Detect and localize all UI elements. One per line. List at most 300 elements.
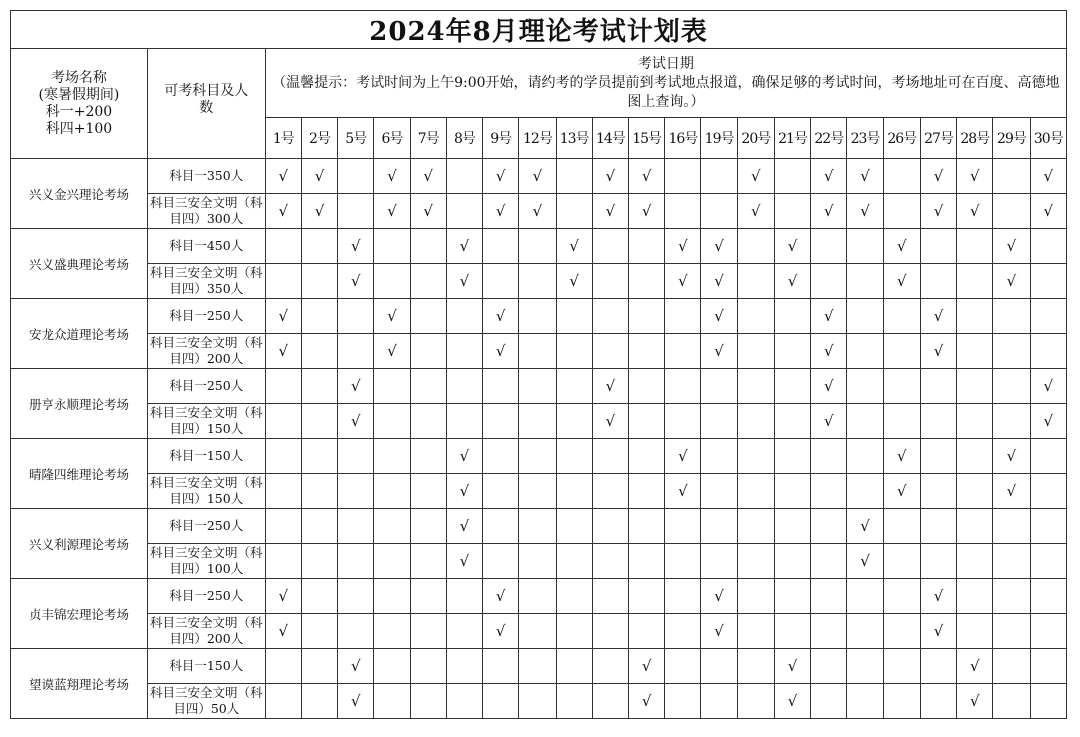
empty-day-cell	[265, 649, 301, 684]
empty-day-cell	[665, 334, 701, 369]
empty-day-cell	[483, 684, 519, 719]
empty-day-cell	[883, 684, 920, 719]
venue-column-header	[11, 49, 148, 159]
venue-name: 安龙众道理论考场	[11, 299, 148, 369]
empty-day-cell	[701, 194, 737, 229]
exam-day-check: √	[993, 439, 1030, 474]
empty-day-cell	[374, 649, 410, 684]
empty-day-cell	[338, 334, 374, 369]
day-header-cell: 14号	[592, 118, 628, 159]
empty-day-cell	[665, 684, 701, 719]
exam-day-check: √	[483, 334, 519, 369]
venue-header-line: 科四+100	[45, 120, 113, 137]
exam-day-check: √	[483, 579, 519, 614]
subject-cell: 科目三安全文明（科目四）150人	[147, 474, 265, 509]
empty-day-cell	[957, 264, 993, 299]
subject-cell: 科目一150人	[147, 649, 265, 684]
empty-day-cell	[410, 509, 446, 544]
empty-day-cell	[665, 404, 701, 439]
exam-day-check: √	[1030, 369, 1066, 404]
empty-day-cell	[483, 369, 519, 404]
empty-day-cell	[629, 544, 665, 579]
exam-day-check: √	[920, 194, 956, 229]
empty-day-cell	[301, 544, 337, 579]
empty-day-cell	[374, 229, 410, 264]
empty-day-cell	[883, 194, 920, 229]
exam-day-check: √	[301, 159, 337, 194]
exam-day-check: √	[629, 684, 665, 719]
empty-day-cell	[1030, 264, 1066, 299]
empty-day-cell	[993, 649, 1030, 684]
empty-day-cell	[265, 684, 301, 719]
empty-day-cell	[265, 544, 301, 579]
empty-day-cell	[701, 404, 737, 439]
empty-day-cell	[883, 614, 920, 649]
empty-day-cell	[920, 649, 956, 684]
exam-day-check: √	[920, 334, 956, 369]
empty-day-cell	[811, 439, 847, 474]
empty-day-cell	[556, 439, 592, 474]
table-row	[11, 264, 1067, 299]
empty-day-cell	[410, 474, 446, 509]
day-header-cell: 30号	[1030, 118, 1066, 159]
exam-day-check: √	[774, 264, 810, 299]
empty-day-cell	[993, 404, 1030, 439]
empty-day-cell	[957, 474, 993, 509]
table-row	[11, 649, 1067, 684]
exam-day-check: √	[665, 474, 701, 509]
empty-day-cell	[556, 404, 592, 439]
empty-day-cell	[410, 334, 446, 369]
exam-day-check: √	[957, 684, 993, 719]
empty-day-cell	[920, 684, 956, 719]
empty-day-cell	[519, 439, 556, 474]
empty-day-cell	[519, 369, 556, 404]
venue-name: 晴隆四维理论考场	[11, 439, 148, 509]
empty-day-cell	[993, 579, 1030, 614]
empty-day-cell	[847, 264, 883, 299]
empty-day-cell	[629, 229, 665, 264]
table-row	[11, 334, 1067, 369]
exam-day-check: √	[338, 369, 374, 404]
day-header-cell: 15号	[629, 118, 665, 159]
exam-day-check: √	[338, 684, 374, 719]
empty-day-cell	[483, 544, 519, 579]
day-header-cell: 7号	[410, 118, 446, 159]
empty-day-cell	[519, 474, 556, 509]
exam-day-check: √	[957, 649, 993, 684]
exam-day-check: √	[737, 194, 774, 229]
empty-day-cell	[446, 369, 482, 404]
empty-day-cell	[883, 649, 920, 684]
empty-day-cell	[629, 264, 665, 299]
empty-day-cell	[957, 299, 993, 334]
exam-day-check: √	[374, 194, 410, 229]
table-row	[11, 229, 1067, 264]
empty-day-cell	[338, 614, 374, 649]
empty-day-cell	[265, 229, 301, 264]
empty-day-cell	[410, 299, 446, 334]
exam-day-check: √	[993, 229, 1030, 264]
empty-day-cell	[410, 649, 446, 684]
day-header-cell: 16号	[665, 118, 701, 159]
empty-day-cell	[629, 579, 665, 614]
empty-day-cell	[338, 299, 374, 334]
exam-day-check: √	[701, 229, 737, 264]
empty-day-cell	[811, 229, 847, 264]
exam-day-check: √	[301, 194, 337, 229]
empty-day-cell	[338, 544, 374, 579]
empty-day-cell	[993, 509, 1030, 544]
empty-day-cell	[957, 334, 993, 369]
empty-day-cell	[1030, 579, 1066, 614]
empty-day-cell	[556, 684, 592, 719]
empty-day-cell	[774, 439, 810, 474]
empty-day-cell	[774, 544, 810, 579]
empty-day-cell	[446, 614, 482, 649]
empty-day-cell	[993, 544, 1030, 579]
empty-day-cell	[265, 439, 301, 474]
subject-cell: 科目三安全文明（科目四）50人	[147, 684, 265, 719]
exam-day-check: √	[265, 614, 301, 649]
empty-day-cell	[446, 334, 482, 369]
subject-cell: 科目一250人	[147, 369, 265, 404]
exam-day-check: √	[847, 194, 883, 229]
venue-name: 贞丰锦宏理论考场	[11, 579, 148, 649]
empty-day-cell	[665, 544, 701, 579]
exam-day-check: √	[374, 299, 410, 334]
empty-day-cell	[1030, 474, 1066, 509]
subject-cell: 科目一150人	[147, 439, 265, 474]
exam-day-check: √	[265, 579, 301, 614]
empty-day-cell	[883, 544, 920, 579]
empty-day-cell	[483, 229, 519, 264]
table-row	[11, 579, 1067, 614]
exam-day-check: √	[957, 194, 993, 229]
empty-day-cell	[556, 614, 592, 649]
empty-day-cell	[1030, 544, 1066, 579]
empty-day-cell	[701, 369, 737, 404]
exam-day-check: √	[993, 264, 1030, 299]
empty-day-cell	[993, 684, 1030, 719]
empty-day-cell	[774, 474, 810, 509]
empty-day-cell	[737, 229, 774, 264]
empty-day-cell	[446, 159, 482, 194]
empty-day-cell	[338, 159, 374, 194]
exam-day-check: √	[847, 544, 883, 579]
table-row	[11, 194, 1067, 229]
empty-day-cell	[847, 579, 883, 614]
exam-day-check: √	[701, 299, 737, 334]
subject-cell: 科目三安全文明（科目四）150人	[147, 404, 265, 439]
empty-day-cell	[265, 264, 301, 299]
empty-day-cell	[446, 684, 482, 719]
subject-header-line: 数	[199, 100, 214, 116]
empty-day-cell	[374, 579, 410, 614]
empty-day-cell	[737, 474, 774, 509]
exam-day-check: √	[446, 439, 482, 474]
empty-day-cell	[592, 439, 628, 474]
empty-day-cell	[483, 404, 519, 439]
empty-day-cell	[519, 334, 556, 369]
empty-day-cell	[957, 439, 993, 474]
empty-day-cell	[301, 474, 337, 509]
empty-day-cell	[592, 474, 628, 509]
empty-day-cell	[737, 369, 774, 404]
empty-day-cell	[629, 474, 665, 509]
day-header-cell: 23号	[847, 118, 883, 159]
exam-day-check: √	[410, 159, 446, 194]
subject-cell: 科目一250人	[147, 299, 265, 334]
empty-day-cell	[847, 649, 883, 684]
empty-day-cell	[811, 509, 847, 544]
venue-name: 望谟蓝翔理论考场	[11, 649, 148, 719]
exam-day-check: √	[774, 649, 810, 684]
empty-day-cell	[1030, 439, 1066, 474]
empty-day-cell	[556, 579, 592, 614]
empty-day-cell	[629, 404, 665, 439]
empty-day-cell	[701, 509, 737, 544]
empty-day-cell	[847, 334, 883, 369]
exam-day-check: √	[920, 299, 956, 334]
empty-day-cell	[519, 579, 556, 614]
empty-day-cell	[556, 299, 592, 334]
table-title: 2024年8月理论考试计划表	[11, 11, 1067, 49]
empty-day-cell	[556, 369, 592, 404]
empty-day-cell	[774, 579, 810, 614]
empty-day-cell	[301, 649, 337, 684]
empty-day-cell	[338, 474, 374, 509]
empty-day-cell	[301, 299, 337, 334]
empty-day-cell	[993, 334, 1030, 369]
empty-day-cell	[1030, 299, 1066, 334]
empty-day-cell	[737, 684, 774, 719]
empty-day-cell	[592, 509, 628, 544]
empty-day-cell	[629, 614, 665, 649]
exam-day-check: √	[446, 544, 482, 579]
empty-day-cell	[446, 404, 482, 439]
exam-day-check: √	[811, 159, 847, 194]
venue-name: 兴义盛典理论考场	[11, 229, 148, 299]
empty-day-cell	[993, 299, 1030, 334]
subject-cell: 科目三安全文明（科目四）200人	[147, 614, 265, 649]
empty-day-cell	[957, 614, 993, 649]
exam-day-check: √	[737, 159, 774, 194]
day-header-cell: 9号	[483, 118, 519, 159]
table-row	[11, 474, 1067, 509]
empty-day-cell	[993, 159, 1030, 194]
empty-day-cell	[483, 649, 519, 684]
empty-day-cell	[847, 684, 883, 719]
empty-day-cell	[737, 614, 774, 649]
empty-day-cell	[446, 579, 482, 614]
empty-day-cell	[519, 404, 556, 439]
exam-day-check: √	[446, 474, 482, 509]
empty-day-cell	[774, 404, 810, 439]
empty-day-cell	[847, 439, 883, 474]
empty-day-cell	[737, 509, 774, 544]
exam-day-check: √	[883, 439, 920, 474]
empty-day-cell	[665, 194, 701, 229]
day-header-cell: 20号	[737, 118, 774, 159]
empty-day-cell	[374, 614, 410, 649]
exam-day-check: √	[446, 509, 482, 544]
day-header-cell: 29号	[993, 118, 1030, 159]
empty-day-cell	[774, 194, 810, 229]
empty-day-cell	[592, 649, 628, 684]
day-header-cell: 13号	[556, 118, 592, 159]
empty-day-cell	[410, 614, 446, 649]
empty-day-cell	[483, 439, 519, 474]
empty-day-cell	[374, 544, 410, 579]
subject-column-header	[147, 49, 265, 159]
empty-day-cell	[629, 509, 665, 544]
exam-day-check: √	[1030, 159, 1066, 194]
day-header-cell: 21号	[774, 118, 810, 159]
empty-day-cell	[665, 299, 701, 334]
exam-day-check: √	[592, 404, 628, 439]
subject-cell: 科目三安全文明（科目四）200人	[147, 334, 265, 369]
empty-day-cell	[847, 474, 883, 509]
empty-day-cell	[957, 404, 993, 439]
empty-day-cell	[519, 229, 556, 264]
table-row	[11, 299, 1067, 334]
empty-day-cell	[519, 614, 556, 649]
exam-day-check: √	[701, 334, 737, 369]
empty-day-cell	[847, 229, 883, 264]
exam-day-check: √	[483, 614, 519, 649]
exam-day-check: √	[338, 404, 374, 439]
exam-day-check: √	[993, 474, 1030, 509]
empty-day-cell	[920, 544, 956, 579]
empty-day-cell	[265, 369, 301, 404]
empty-day-cell	[483, 264, 519, 299]
empty-day-cell	[701, 159, 737, 194]
exam-day-check: √	[811, 299, 847, 334]
exam-schedule-table	[10, 10, 1067, 719]
empty-day-cell	[410, 229, 446, 264]
day-header-cell: 26号	[883, 118, 920, 159]
empty-day-cell	[883, 369, 920, 404]
exam-day-check: √	[847, 159, 883, 194]
empty-day-cell	[374, 439, 410, 474]
exam-day-check: √	[592, 194, 628, 229]
day-header-cell: 8号	[446, 118, 482, 159]
empty-day-cell	[519, 264, 556, 299]
empty-day-cell	[883, 299, 920, 334]
empty-day-cell	[519, 509, 556, 544]
empty-day-cell	[737, 579, 774, 614]
exam-day-check: √	[811, 334, 847, 369]
empty-day-cell	[957, 369, 993, 404]
empty-day-cell	[883, 579, 920, 614]
table-row	[11, 404, 1067, 439]
table-row	[11, 159, 1067, 194]
exam-day-check: √	[629, 649, 665, 684]
empty-day-cell	[410, 684, 446, 719]
empty-day-cell	[592, 334, 628, 369]
exam-day-check: √	[629, 159, 665, 194]
empty-day-cell	[774, 614, 810, 649]
empty-day-cell	[737, 299, 774, 334]
empty-day-cell	[1030, 614, 1066, 649]
exam-day-check: √	[410, 194, 446, 229]
exam-day-check: √	[811, 404, 847, 439]
exam-day-check: √	[519, 159, 556, 194]
subject-cell: 科目三安全文明（科目四）100人	[147, 544, 265, 579]
empty-day-cell	[993, 194, 1030, 229]
empty-day-cell	[483, 509, 519, 544]
venue-header-line: (寒暑假期间)	[38, 86, 120, 103]
empty-day-cell	[592, 614, 628, 649]
exam-day-check: √	[592, 159, 628, 194]
empty-day-cell	[556, 544, 592, 579]
empty-day-cell	[883, 159, 920, 194]
table-row	[11, 614, 1067, 649]
exam-day-check: √	[883, 229, 920, 264]
exam-day-check: √	[483, 194, 519, 229]
venue-header-line: 考场名称	[50, 69, 107, 86]
empty-day-cell	[301, 404, 337, 439]
empty-day-cell	[847, 614, 883, 649]
venue-header-line: 科一+200	[45, 103, 113, 120]
empty-day-cell	[811, 649, 847, 684]
exam-day-check: √	[592, 369, 628, 404]
empty-day-cell	[957, 229, 993, 264]
empty-day-cell	[301, 264, 337, 299]
exam-day-check: √	[957, 159, 993, 194]
exam-day-check: √	[556, 229, 592, 264]
empty-day-cell	[556, 474, 592, 509]
exam-day-check: √	[446, 264, 482, 299]
exam-day-check: √	[374, 334, 410, 369]
empty-day-cell	[847, 299, 883, 334]
empty-day-cell	[374, 509, 410, 544]
day-header-cell: 2号	[301, 118, 337, 159]
empty-day-cell	[265, 404, 301, 439]
empty-day-cell	[774, 159, 810, 194]
subject-cell: 科目一250人	[147, 509, 265, 544]
exam-day-check: √	[338, 649, 374, 684]
empty-day-cell	[811, 474, 847, 509]
empty-day-cell	[629, 299, 665, 334]
empty-day-cell	[920, 439, 956, 474]
empty-day-cell	[774, 509, 810, 544]
empty-day-cell	[629, 439, 665, 474]
empty-day-cell	[301, 614, 337, 649]
empty-day-cell	[665, 579, 701, 614]
empty-day-cell	[265, 509, 301, 544]
empty-day-cell	[993, 614, 1030, 649]
empty-day-cell	[592, 579, 628, 614]
empty-day-cell	[920, 229, 956, 264]
exam-day-check: √	[701, 614, 737, 649]
empty-day-cell	[1030, 509, 1066, 544]
empty-day-cell	[410, 369, 446, 404]
empty-day-cell	[410, 544, 446, 579]
empty-day-cell	[301, 229, 337, 264]
empty-day-cell	[737, 264, 774, 299]
date-header-note: （温馨提示：考试时间为上午9:00开始，请约考的学员提前到考试地点报道，确保足够的考试时间，考场地址可在百度、高德地图上查询。）	[272, 74, 1060, 110]
empty-day-cell	[1030, 229, 1066, 264]
empty-day-cell	[1030, 649, 1066, 684]
table-row	[11, 544, 1067, 579]
empty-day-cell	[737, 439, 774, 474]
table-row	[11, 439, 1067, 474]
exam-day-check: √	[920, 614, 956, 649]
empty-day-cell	[957, 509, 993, 544]
empty-day-cell	[410, 439, 446, 474]
